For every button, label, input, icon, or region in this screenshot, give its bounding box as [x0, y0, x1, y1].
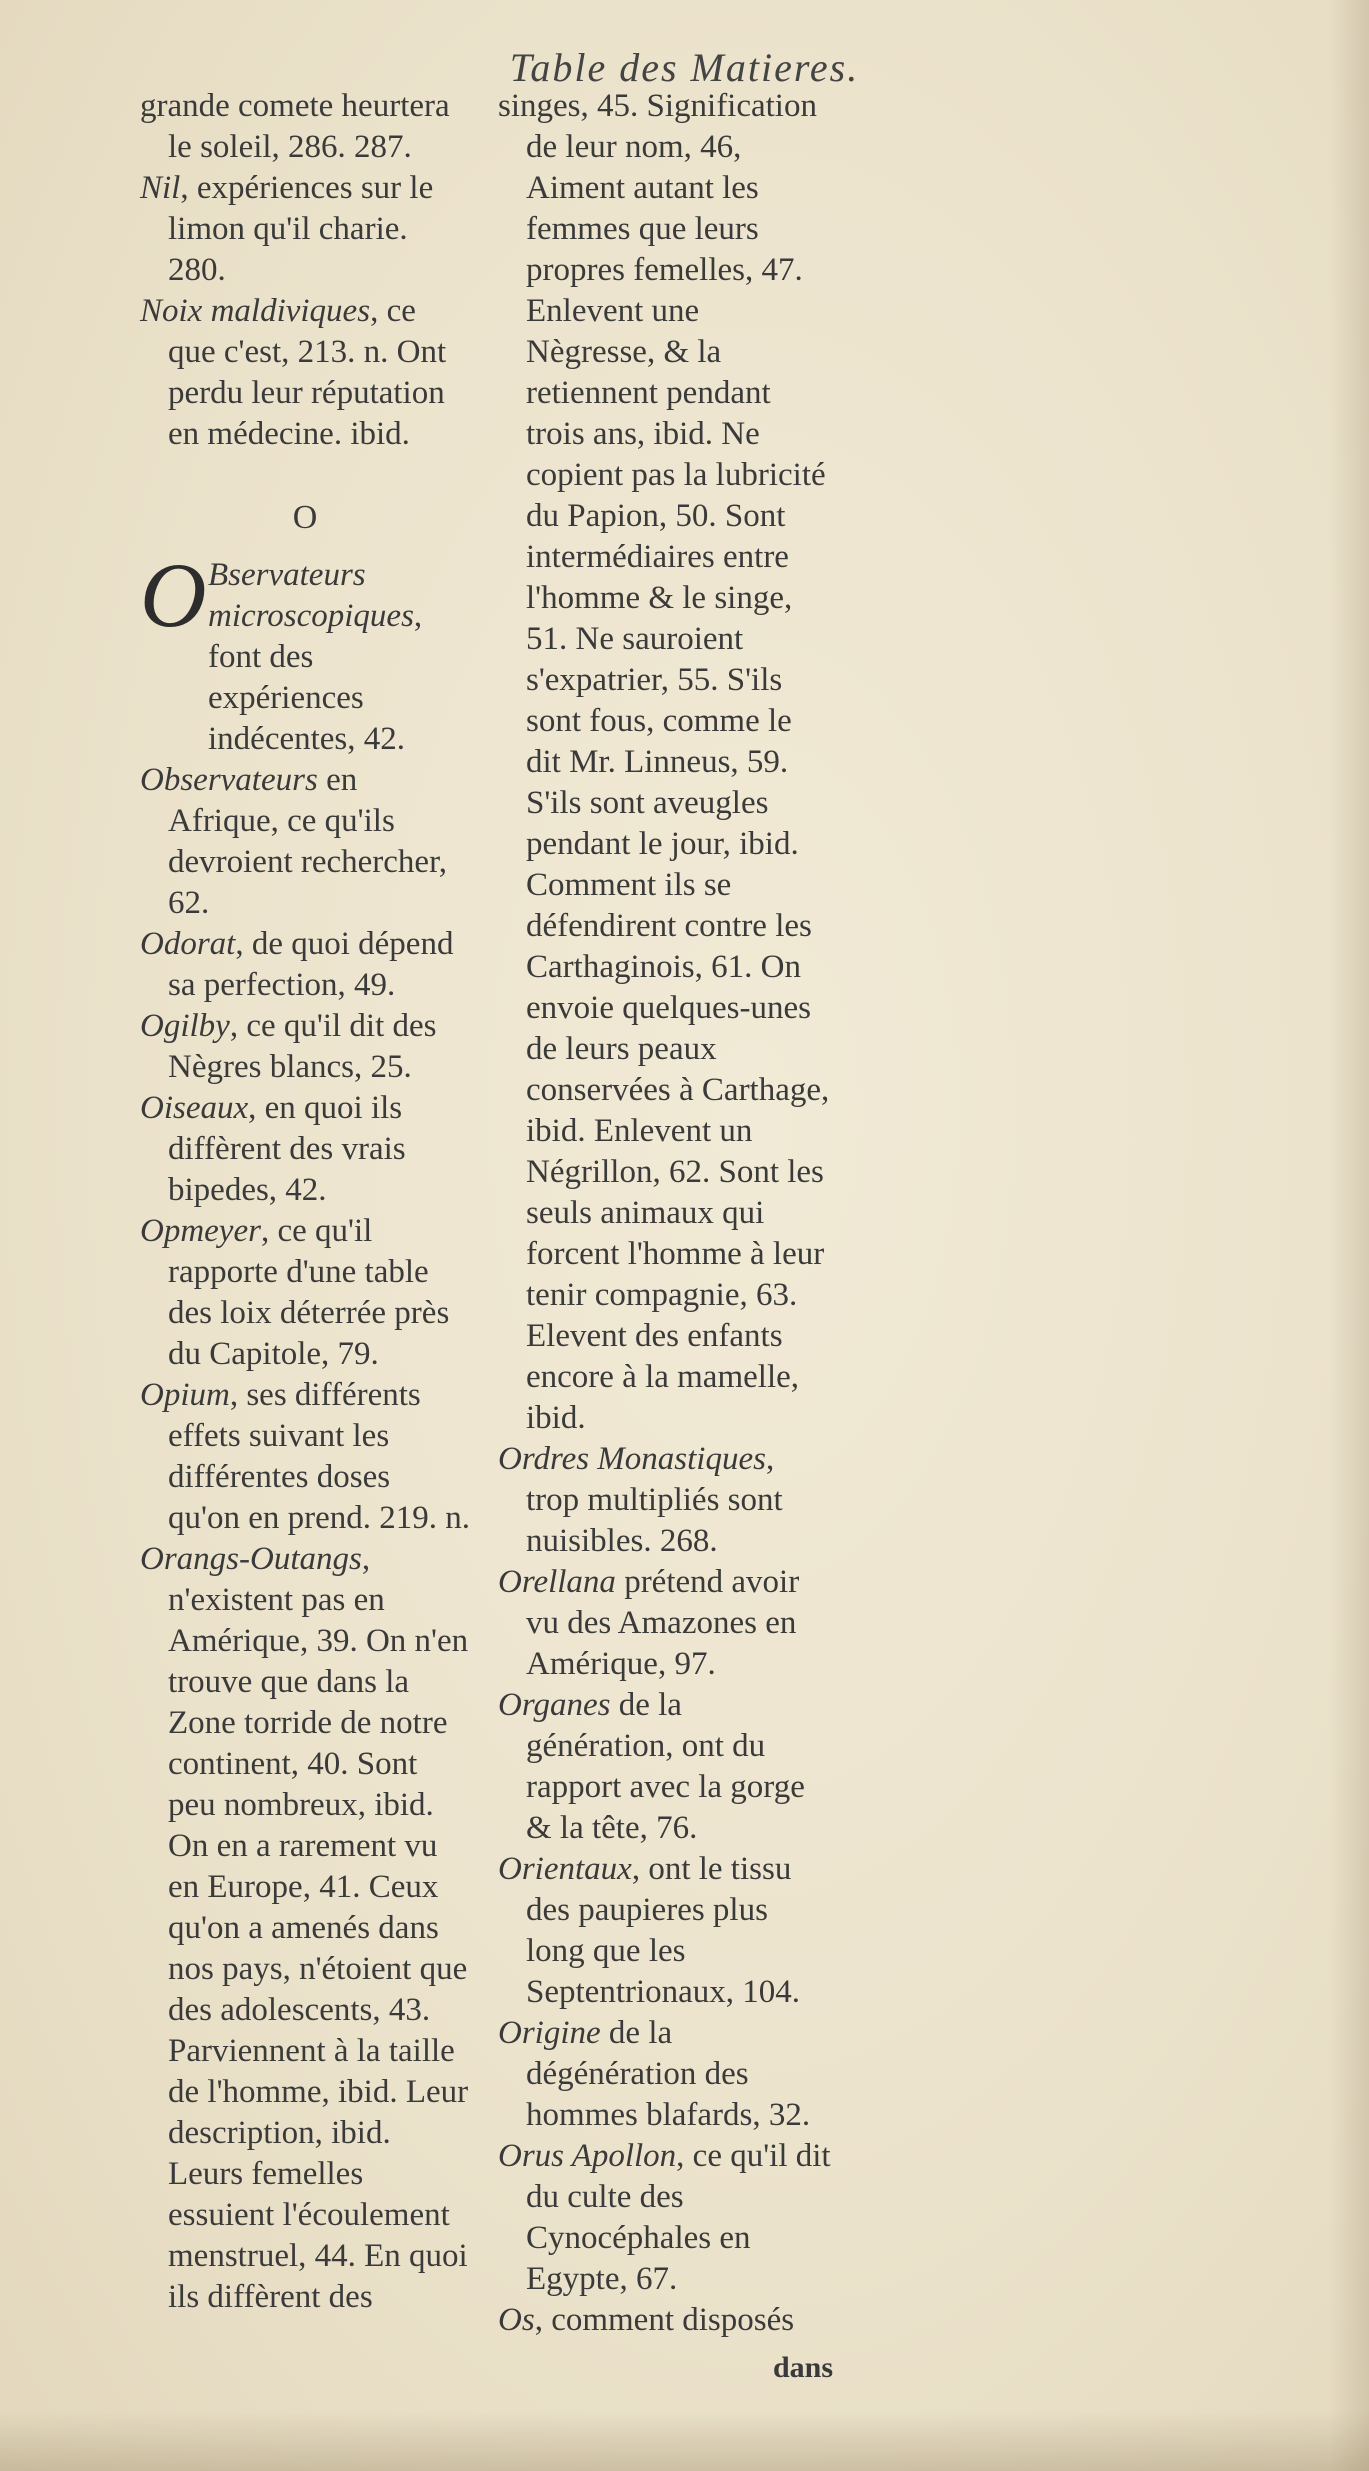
- entry-head: Os: [498, 2302, 535, 2338]
- index-entry: [140, 1539, 470, 2318]
- index-entry: [140, 86, 470, 168]
- page-bottom-shadow: [0, 2411, 1369, 2471]
- entry-text: grande comete heurtera le soleil, 286. 287.: [140, 88, 450, 165]
- entry-head: Odorat: [140, 926, 236, 962]
- right-column: [498, 86, 833, 2384]
- entry-text: , ses différents effets suivant les différentes doses qu'on en prend. 219. n.: [168, 1377, 470, 1536]
- index-entry: [498, 1849, 833, 2013]
- index-entry: [498, 1685, 833, 1849]
- running-head: Table des Matieres.: [509, 45, 860, 90]
- entry-head: Noix maldiviques: [140, 293, 371, 329]
- index-entry: [498, 2013, 833, 2136]
- entry-text: , ce que c'est, 213. n. Ont perdu leur réputation en médecine. ibid.: [168, 293, 447, 452]
- drop-cap: O: [140, 544, 207, 646]
- index-entry: [140, 168, 470, 291]
- index-entry: [140, 1375, 470, 1539]
- entry-text: prétend avoir vu des Amazones en Amérique, 97.: [526, 1564, 800, 1682]
- section-letter: O: [292, 499, 318, 536]
- index-entry: [140, 1088, 470, 1211]
- index-entry: [498, 2300, 833, 2341]
- entry-text: , ont le tissu des paupieres plus long que les Septentrionaux, 104.: [526, 1851, 801, 2010]
- entry-text: singes, 45. Signification de leur nom, 46, Aiment autant les femmes que leurs propres femelles, 47. Enlevent une Nègresse, & la retiennent pendant trois ans, ibid. Ne copient pas la lubricité du Papion, 50. Sont intermédiaires entre l'homme & le singe, 51. Ne sauroient s'expatrier, 55. S'ils sont fous, comme le dit Mr. Linneus, 59. S'ils sont aveugles pendant le jour, ibid. Comment ils se défendirent contre les Carthaginois, 61. On envoie quelques-unes de leurs peaux conservées à Carthage, ibid. Enlevent un Négrillon, 62. Sont les seuls animaux qui forcent l'homme à leur tenir compagnie, 63. Elevent des enfants encore à la mamelle, ibid.: [498, 88, 830, 1436]
- entry-text: , font des expériences indécentes, 42.: [208, 598, 423, 757]
- entry-text: , expériences sur le limon qu'il charie. 280.: [168, 170, 434, 288]
- page-edge-shadow: [1329, 0, 1369, 2471]
- index-entry: [140, 924, 470, 1006]
- entry-head: Observateurs: [140, 762, 318, 798]
- entry-head: Orus Apollon: [498, 2138, 677, 2174]
- entry-text: , ce qu'il rapporte d'une table des loix déterrée près du Capitole, 79.: [168, 1213, 450, 1372]
- index-entry: [498, 1562, 833, 1685]
- index-entry: [498, 2136, 833, 2300]
- entry-text: , n'existent pas en Amérique, 39. On n'en trouve que dans la Zone torride de notre continent, 40. Sont peu nombreux, ibid. On en a rarement vu en Europe, 41. Ceux qu'on a amenés dans nos pays, n'étoient que des adolescents, 43. Parviennent à la taille de l'homme, ibid. Leur description, ibid. Leurs femelles essuient l'écoulement menstruel, 44. En quoi ils diffèrent des: [168, 1541, 469, 2315]
- entry-text: de la génération, ont du rapport avec la gorge & la tête, 76.: [526, 1687, 805, 1846]
- index-entry: [140, 291, 470, 455]
- entry-text: , ce qu'il dit du culte des Cynocéphales en Egypte, 67.: [526, 2138, 831, 2297]
- entry-head: Orientaux: [498, 1851, 632, 1887]
- entry-head: Oiseaux: [140, 1090, 249, 1126]
- entry-text: , trop multipliés sont nuisibles. 268.: [526, 1441, 783, 1559]
- entry-head: Orellana: [498, 1564, 616, 1600]
- entry-text: de la dégénération des hommes blafards, 32.: [526, 2015, 811, 2133]
- catchword: dans: [772, 2351, 833, 2384]
- entry-text: , en quoi ils diffèrent des vrais bipedes, 42.: [168, 1090, 406, 1208]
- index-entry: [140, 760, 470, 924]
- entry-head: Opium: [140, 1377, 230, 1413]
- entry-text: , ce qu'il dit des Nègres blancs, 25.: [168, 1008, 437, 1085]
- left-column: [140, 86, 470, 2318]
- entry-head: Opmeyer: [140, 1213, 261, 1249]
- index-entry: [140, 1211, 470, 1375]
- entry-head: Origine: [498, 2015, 601, 2051]
- entry-text: , de quoi dépend sa perfection, 49.: [168, 926, 454, 1003]
- entry-head: Bservateurs microscopiques: [208, 557, 414, 634]
- entry-text: en Afrique, ce qu'ils devroient rechercher, 62.: [168, 762, 448, 921]
- entry-head: Organes: [498, 1687, 611, 1723]
- entry-head: Nil: [140, 170, 181, 206]
- index-entry-continued: [498, 86, 833, 1439]
- index-entry: [498, 1439, 833, 1562]
- index-entry: [140, 1006, 470, 1088]
- entry-head: Ogilby: [140, 1008, 230, 1044]
- entry-head: Orangs-Outangs: [140, 1541, 362, 1577]
- entry-head: Ordres Monastiques: [498, 1441, 766, 1477]
- index-entry-dropcap: [140, 544, 470, 760]
- entry-text: , comment disposés: [534, 2302, 795, 2338]
